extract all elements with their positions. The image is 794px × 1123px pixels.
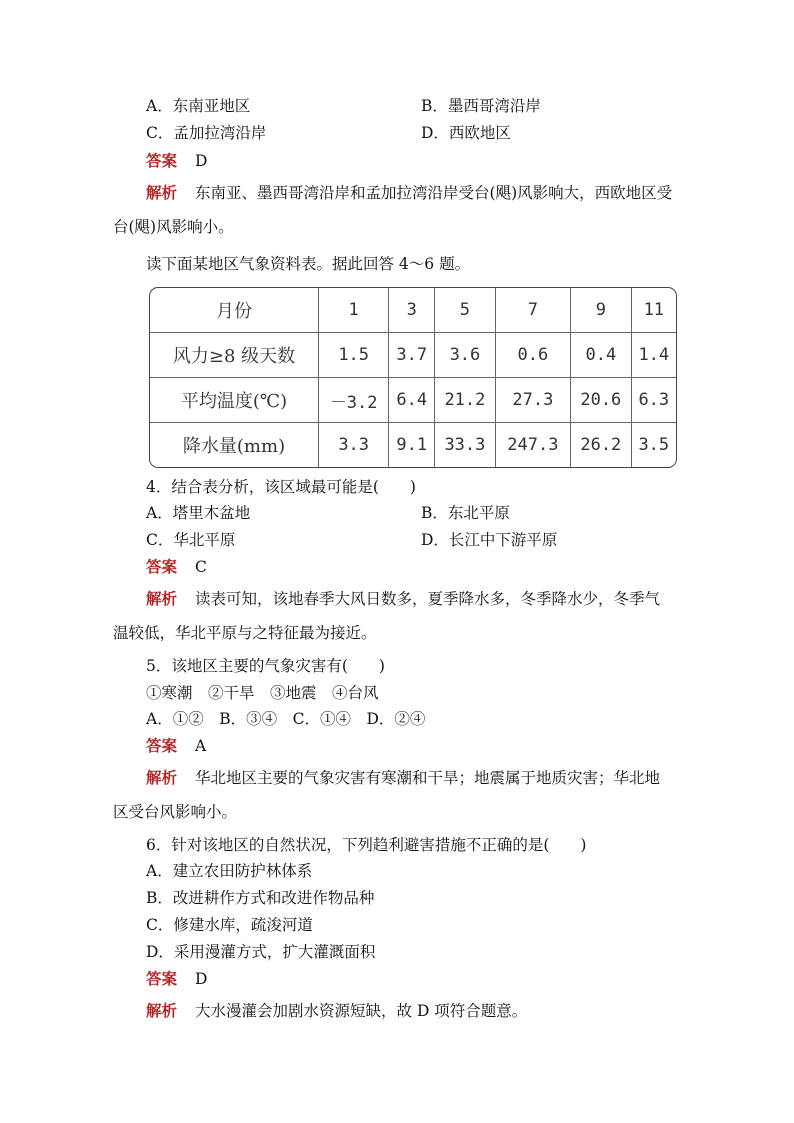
q3-option-d: D．西欧地区 — [421, 124, 511, 142]
analysis-label: 解析 — [146, 769, 178, 787]
table-row-label: 风力≥8 级天数 — [150, 333, 319, 378]
table-header-row — [150, 288, 676, 333]
q5-options: A．①② B．③④ C．①④ D．②④ — [146, 710, 426, 728]
table-header-cell: 7 — [496, 288, 571, 333]
q3-answer: D — [195, 152, 208, 170]
table-header-cell: 5 — [435, 288, 496, 333]
q6-answer-line — [146, 969, 207, 989]
q5-items: ①寒潮 ②干旱 ③地震 ④台风 — [146, 684, 379, 702]
q4-option-b: B．东北平原 — [421, 504, 510, 522]
q6-analysis-text-1: 大水漫灌会加剧水资源短缺，故 D 项符合题意。 — [195, 1002, 528, 1020]
q6-stem: 6．针对该地区的自然状况，下列趋利避害措施不正确的是( ) — [146, 836, 587, 854]
q3-answer-line — [146, 151, 207, 171]
table-cell: 6.4 — [389, 378, 435, 423]
q3-analysis-text-2: 台(飓)风影响小。 — [113, 218, 234, 236]
table-header-cell: 3 — [389, 288, 435, 333]
weather-data-table — [149, 287, 677, 468]
table-cell: 3.6 — [435, 333, 496, 378]
q4-analysis-line — [146, 589, 660, 609]
table-cell: 1.5 — [319, 333, 389, 378]
table-intro: 读下面某地区气象资料表。据此回答 4～6 题。 — [146, 255, 471, 273]
q6-option-b: B．改进耕作方式和改进作物品种 — [146, 889, 375, 907]
analysis-label: 解析 — [146, 184, 178, 202]
table-row — [150, 333, 676, 378]
table-cell: －3.2 — [319, 378, 389, 423]
q5-analysis-text-1: 华北地区主要的气象灾害有寒潮和干旱；地震属于地质灾害；华北地 — [195, 769, 661, 787]
table-cell: 3.3 — [319, 423, 389, 467]
q4-option-c: C．华北平原 — [146, 531, 236, 549]
q6-option-d: D．采用漫灌方式，扩大灌溉面积 — [146, 943, 376, 961]
table-row — [150, 423, 676, 467]
table-header-cell: 11 — [632, 288, 676, 333]
analysis-label: 解析 — [146, 1002, 178, 1020]
q3-analysis-text-1: 东南亚、墨西哥湾沿岸和孟加拉湾沿岸受台(飓)风影响大，西欧地区受 — [195, 184, 673, 202]
table-cell: 247.3 — [496, 423, 571, 467]
answer-label: 答案 — [146, 558, 178, 576]
table-row-label: 降水量(mm) — [150, 423, 319, 467]
answer-label: 答案 — [146, 970, 178, 988]
q6-analysis-line — [146, 1001, 527, 1021]
q4-answer-line — [146, 557, 207, 577]
q5-answer-line — [146, 736, 206, 756]
q6-option-a: A．建立农田防护林体系 — [146, 862, 313, 880]
q4-answer: C — [195, 558, 207, 576]
q4-option-a: A．塔里木盆地 — [146, 504, 251, 522]
table-cell: 1.4 — [632, 333, 676, 378]
table-cell: 3.5 — [638, 435, 670, 455]
table-cell: 21.2 — [435, 378, 496, 423]
table-header-cell: 月份 — [150, 288, 319, 333]
q4-option-d: D．长江中下游平原 — [421, 531, 558, 549]
table-row — [150, 378, 676, 423]
q3-option-a: A．东南亚地区 — [146, 97, 251, 115]
table-cell: 27.3 — [496, 378, 571, 423]
q5-analysis-text-2: 区受台风影响小。 — [113, 803, 238, 821]
table-cell: 3.7 — [389, 333, 435, 378]
answer-label: 答案 — [146, 737, 178, 755]
q3-option-b: B．墨西哥湾沿岸 — [421, 97, 541, 115]
q4-analysis-text-2: 温较低，华北平原与之特征最为接近。 — [113, 624, 377, 642]
q5-stem: 5．该地区主要的气象灾害有( ) — [146, 657, 385, 675]
table-row-label: 平均温度(℃) — [150, 378, 319, 423]
table-cell: 6.3 — [632, 378, 676, 423]
table-cell: 26.2 — [571, 423, 632, 467]
table-header-cell: 1 — [319, 288, 389, 333]
table-cell: 9.1 — [389, 423, 435, 467]
q6-option-c: C．修建水库，疏浚河道 — [146, 916, 313, 934]
analysis-label: 解析 — [146, 590, 178, 608]
table-cell: 0.4 — [571, 333, 632, 378]
table-header-cell: 9 — [571, 288, 632, 333]
q4-stem: 4．结合表分析，该区域最可能是( ) — [146, 478, 416, 496]
table-cell: 0.6 — [496, 333, 571, 378]
q5-analysis-line — [146, 768, 660, 788]
q3-option-c: C．孟加拉湾沿岸 — [146, 124, 267, 142]
q5-answer: A — [195, 737, 207, 755]
table-cell: 33.3 — [435, 423, 496, 467]
table-cell: 20.6 — [571, 378, 632, 423]
answer-label: 答案 — [146, 152, 178, 170]
q4-analysis-text-1: 读表可知，该地春季大风日数多，夏季降水多，冬季降水少，冬季气 — [195, 590, 661, 608]
q3-analysis-line — [146, 183, 672, 203]
q6-answer: D — [195, 970, 208, 988]
